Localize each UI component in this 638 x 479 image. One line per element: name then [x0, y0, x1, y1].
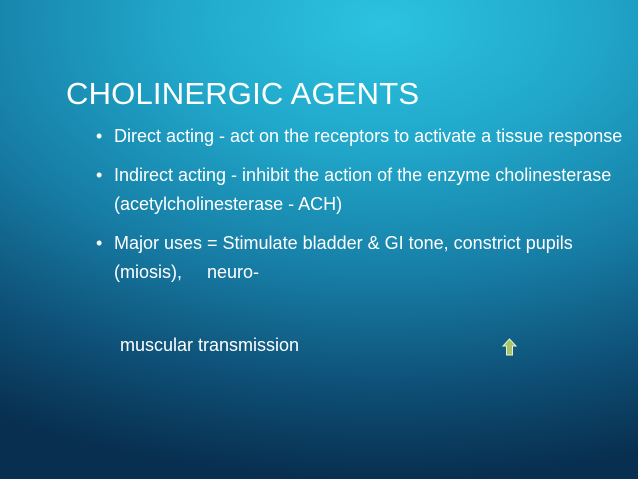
bullet-list	[96, 122, 626, 297]
up-arrow-icon	[502, 338, 517, 356]
bullet-text: Major uses = Stimulate bladder & GI tone, constrict pupils (miosis), neuro-	[114, 233, 578, 282]
bullet-item-direct-acting	[96, 122, 626, 151]
slide-title: CHOLINERGIC AGENTS	[66, 76, 420, 111]
bullet-dot-icon: •	[96, 233, 103, 253]
bullet-item-indirect-acting	[96, 161, 626, 219]
bullet-text: Direct acting - act on the receptors to activate a tissue response	[114, 126, 623, 146]
continuation-text: muscular transmission	[120, 335, 300, 355]
up-arrow-action-button[interactable]	[502, 338, 517, 356]
bullet-item-major-uses	[96, 229, 626, 287]
bullet-dot-icon: •	[96, 165, 103, 185]
bullet-text: Indirect acting - inhibit the action of the enzyme cholinesterase (acetylcholinesterase - ACH)	[114, 165, 612, 214]
bullet-dot-icon: •	[96, 126, 103, 146]
